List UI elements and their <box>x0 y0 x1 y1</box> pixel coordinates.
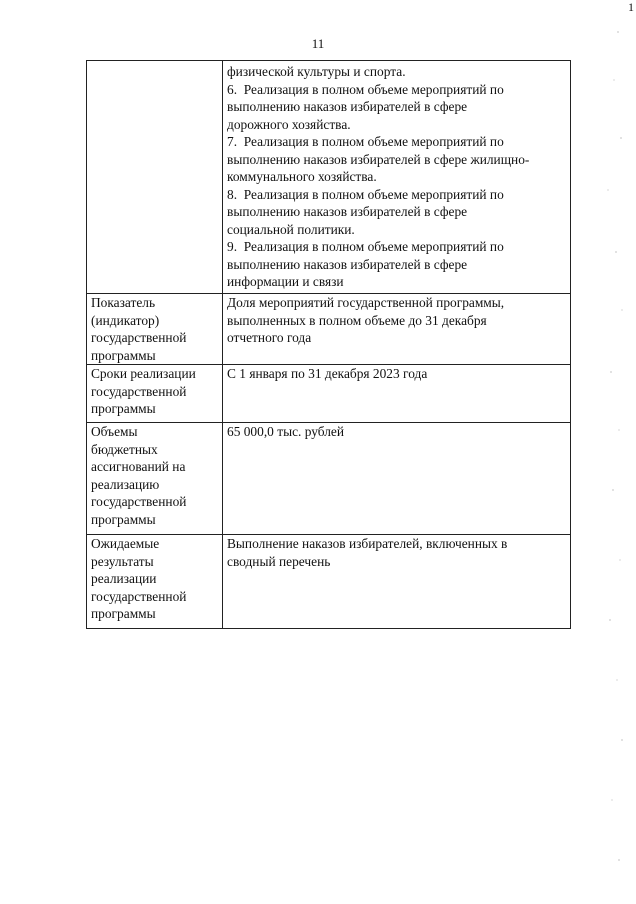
budget-value-cell <box>223 423 571 535</box>
list-item-number: 7. <box>227 134 238 149</box>
list-item-number: 6. <box>227 81 238 97</box>
list-item <box>227 81 564 134</box>
table-row-budget <box>87 423 571 535</box>
table-row-indicator <box>87 294 571 365</box>
results-label-line: реализации <box>91 571 157 586</box>
page-number: 11 <box>311 36 325 51</box>
indicator-value-line: выполненных в полном объеме до 31 декабря <box>227 312 487 328</box>
scan-noise-dots <box>586 20 626 880</box>
results-value-cell <box>223 535 571 629</box>
budget-label-line: реализацию <box>91 476 160 492</box>
period-value-cell <box>223 365 571 423</box>
list-item-line: Реализация в полном объеме мероприятий по <box>243 134 504 149</box>
results-label-line: результаты <box>91 553 154 569</box>
corner-mark: 1 <box>628 0 634 14</box>
budget-label-line: государственной <box>91 494 187 509</box>
period-label-line: государственной <box>91 383 187 399</box>
list-item-line: Реализация в полном объеме мероприятий по <box>243 81 504 97</box>
budget-value-line: 65 000,0 тыс. рублей <box>227 424 345 439</box>
indicator-label-line: Показатель <box>91 295 156 310</box>
period-label-line: программы <box>91 401 156 416</box>
results-label-line: государственной <box>91 588 187 604</box>
period-label-cell <box>87 365 223 423</box>
table-row-continuation <box>87 61 571 294</box>
budget-label-cell <box>87 423 223 535</box>
list-item-line: выполнению наказов избирателей в сфере <box>227 256 468 272</box>
list-item-line: коммунального хозяйства. <box>227 169 377 184</box>
results-label-line: Ожидаемые <box>91 536 160 551</box>
list-item <box>227 186 564 239</box>
list-item-line: выполнению наказов избирателей в сфере <box>227 99 468 114</box>
list-item <box>227 238 564 291</box>
period-value-line: С 1 января по 31 декабря 2023 года <box>227 366 428 381</box>
indicator-value-line: Доля мероприятий государственной программы, <box>227 295 505 310</box>
program-passport-table <box>86 60 571 629</box>
list-item-line: дорожного хозяйства. <box>227 116 351 132</box>
continuation-value-cell <box>223 61 571 294</box>
continuation-label-cell <box>87 61 223 294</box>
indicator-label-line: государственной <box>91 330 187 345</box>
period-label-line: Сроки реализации <box>91 366 196 381</box>
list-item-line: социальной политики. <box>227 221 355 237</box>
list-item-line: Реализация в полном объеме мероприятий по <box>243 239 504 254</box>
budget-label-line: ассигнований на <box>91 459 186 474</box>
list-item-number: 9. <box>227 239 238 254</box>
budget-label-line: бюджетных <box>91 441 158 457</box>
indicator-label-line: программы <box>91 347 156 363</box>
budget-label-line: Объемы <box>91 424 138 439</box>
indicator-label-line: (индикатор) <box>91 312 160 328</box>
list-item-line: Реализация в полном объеме мероприятий по <box>243 186 504 202</box>
indicator-value-line: отчетного года <box>227 330 312 345</box>
continuation-line: физической культуры и спорта. <box>227 64 406 79</box>
list-item-number: 8. <box>227 186 238 202</box>
budget-label-line: программы <box>91 511 156 527</box>
list-item <box>227 133 564 186</box>
list-item-line: выполнению наказов избирателей в сфере <box>227 204 468 219</box>
indicator-label-cell <box>87 294 223 365</box>
list-item-line: выполнению наказов избирателей в сфере жилищно- <box>227 151 530 167</box>
table-row-period <box>87 365 571 423</box>
results-value-line: сводный перечень <box>227 553 331 569</box>
table-row-results <box>87 535 571 629</box>
indicator-value-cell <box>223 294 571 365</box>
results-label-cell <box>87 535 223 629</box>
results-value-line: Выполнение наказов избирателей, включенных в <box>227 536 508 551</box>
list-item-line: информации и связи <box>227 274 344 289</box>
results-label-line: программы <box>91 606 156 621</box>
